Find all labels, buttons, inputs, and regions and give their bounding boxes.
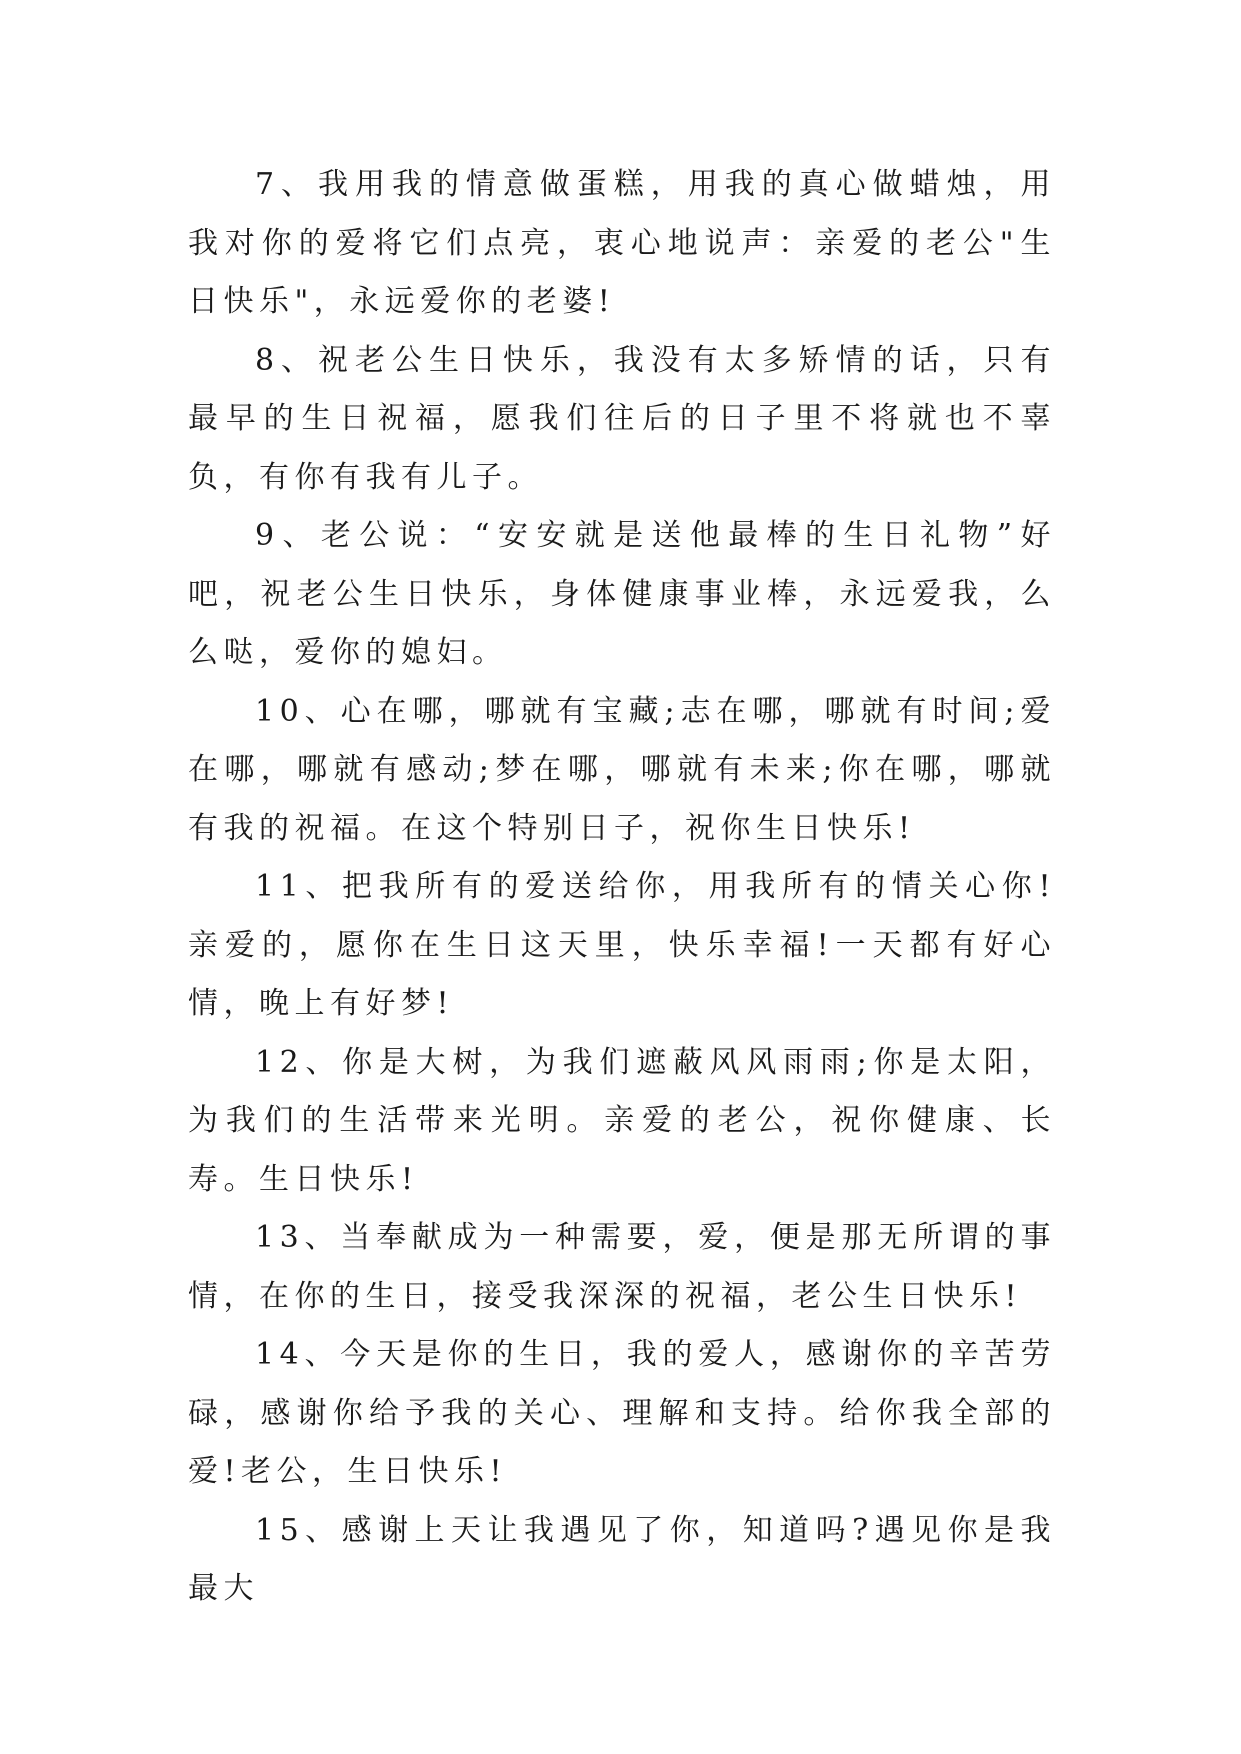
paragraph-12: 12、你是大树，为我们遮蔽风风雨雨;你是太阳，为我们的生活带来光明。亲爱的老公，祝你健康、长寿。生日快乐!	[188, 1044, 1056, 1197]
paragraph-8: 8、祝老公生日快乐，我没有太多矫情的话，只有最早的生日祝福，愿我们往后的日子里不将就也不辜负，有你有我有儿子。	[188, 342, 1056, 495]
paragraph-7: 7、我用我的情意做蛋糕，用我的真心做蜡烛，用我对你的爱将它们点亮，衷心地说声：亲爱的老公"生日快乐"，永远爱你的老婆!	[188, 167, 1056, 319]
paragraph-14: 14、今天是你的生日，我的爱人，感谢你的辛苦劳碌，感谢你给予我的关心、理解和支持。给你我全部的爱!老公，生日快乐!	[188, 1337, 1056, 1489]
paragraph-9: 9、老公说：“安安就是送他最棒的生日礼物”好吧，祝老公生日快乐，身体健康事业棒，永远爱我，么么哒，爱你的媳妇。	[188, 518, 1056, 670]
paragraph-13: 13、当奉献成为一种需要，爱，便是那无所谓的事情，在你的生日，接受我深深的祝福，老公生日快乐!	[188, 1220, 1056, 1314]
document-body	[188, 156, 1056, 1619]
paragraph-15: 15、感谢上天让我遇见了你，知道吗?遇见你是我最大	[188, 1512, 1056, 1606]
paragraph-10: 10、心在哪，哪就有宝藏;志在哪，哪就有时间;爱在哪，哪就有感动;梦在哪，哪就有未来;你在哪，哪就有我的祝福。在这个特别日子，祝你生日快乐!	[188, 693, 1056, 846]
paragraph-11: 11、把我所有的爱送给你，用我所有的情关心你!亲爱的，愿你在生日这天里，快乐幸福!一天都有好心情，晚上有好梦!	[188, 869, 1056, 1021]
